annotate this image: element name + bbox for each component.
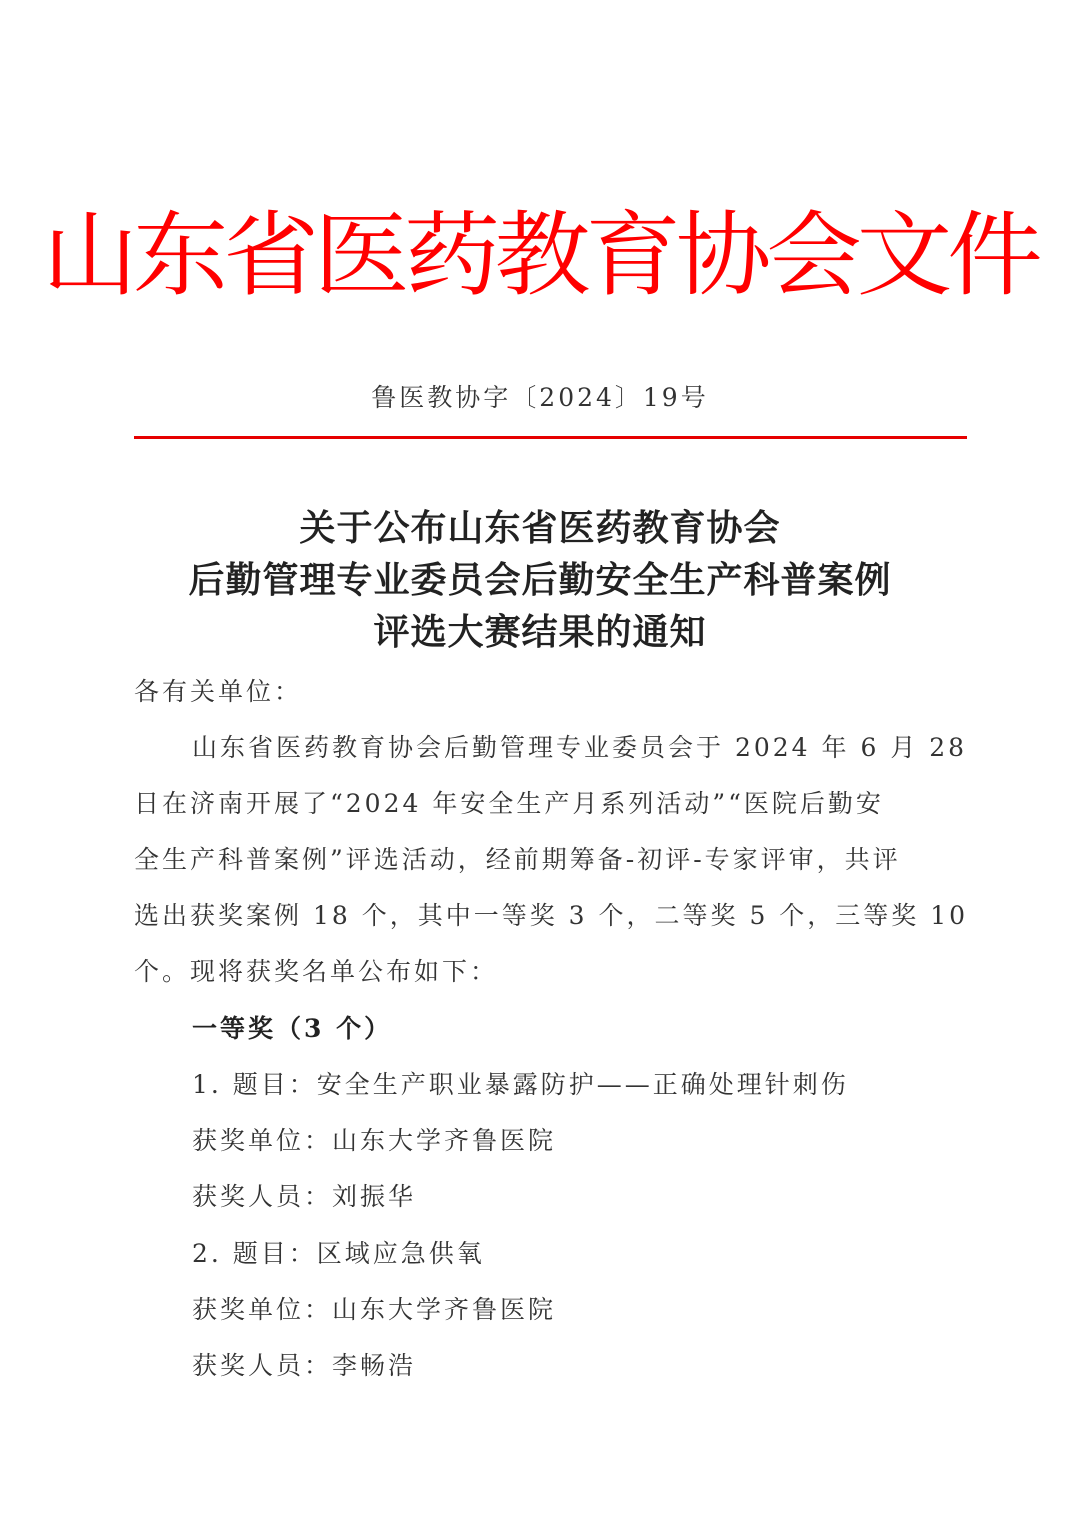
org-header-title: 山东省医药教育协会文件 <box>42 205 1038 307</box>
award-2-people: 获奖人员：李畅浩 <box>192 1351 417 1380</box>
award-1-unit: 获奖单位：山东大学齐鲁医院 <box>192 1126 557 1155</box>
paragraph-line-5: 个。现将获奖名单公布如下： <box>134 957 499 986</box>
first-prize-heading: 一等奖（3 个） <box>192 1014 393 1043</box>
award-1-title: 1. 题目：安全生产职业暴露防护——正确处理针刺伤 <box>192 1070 849 1099</box>
red-divider <box>134 436 967 439</box>
award-1-people: 获奖人员：刘振华 <box>192 1182 417 1211</box>
award-2-unit: 获奖单位：山东大学齐鲁医院 <box>192 1295 557 1324</box>
notice-title-line-2: 后勤管理专业委员会后勤安全生产科普案例 <box>188 559 892 601</box>
paragraph-line-1: 山东省医药教育协会后勤管理专业委员会于 2024 年 6 月 28 <box>192 733 968 762</box>
award-2-title: 2. 题目：区域应急供氧 <box>192 1239 485 1268</box>
paragraph-line-3: 全生产科普案例”评选活动，经前期筹备-初评-专家评审，共评 <box>134 845 901 874</box>
paragraph-line-4: 选出获奖案例 18 个，其中一等奖 3 个，二等奖 5 个，三等奖 10 <box>134 901 969 930</box>
paragraph-line-2: 日在济南开展了“2024 年安全生产月系列活动”“医院后勤安 <box>134 789 884 818</box>
notice-title-line-3: 评选大赛结果的通知 <box>373 611 707 653</box>
document-number: 鲁医教协字〔2024〕19号 <box>371 383 709 412</box>
notice-title-line-1: 关于公布山东省医药教育协会 <box>299 507 781 549</box>
salutation: 各有关单位： <box>134 677 303 706</box>
